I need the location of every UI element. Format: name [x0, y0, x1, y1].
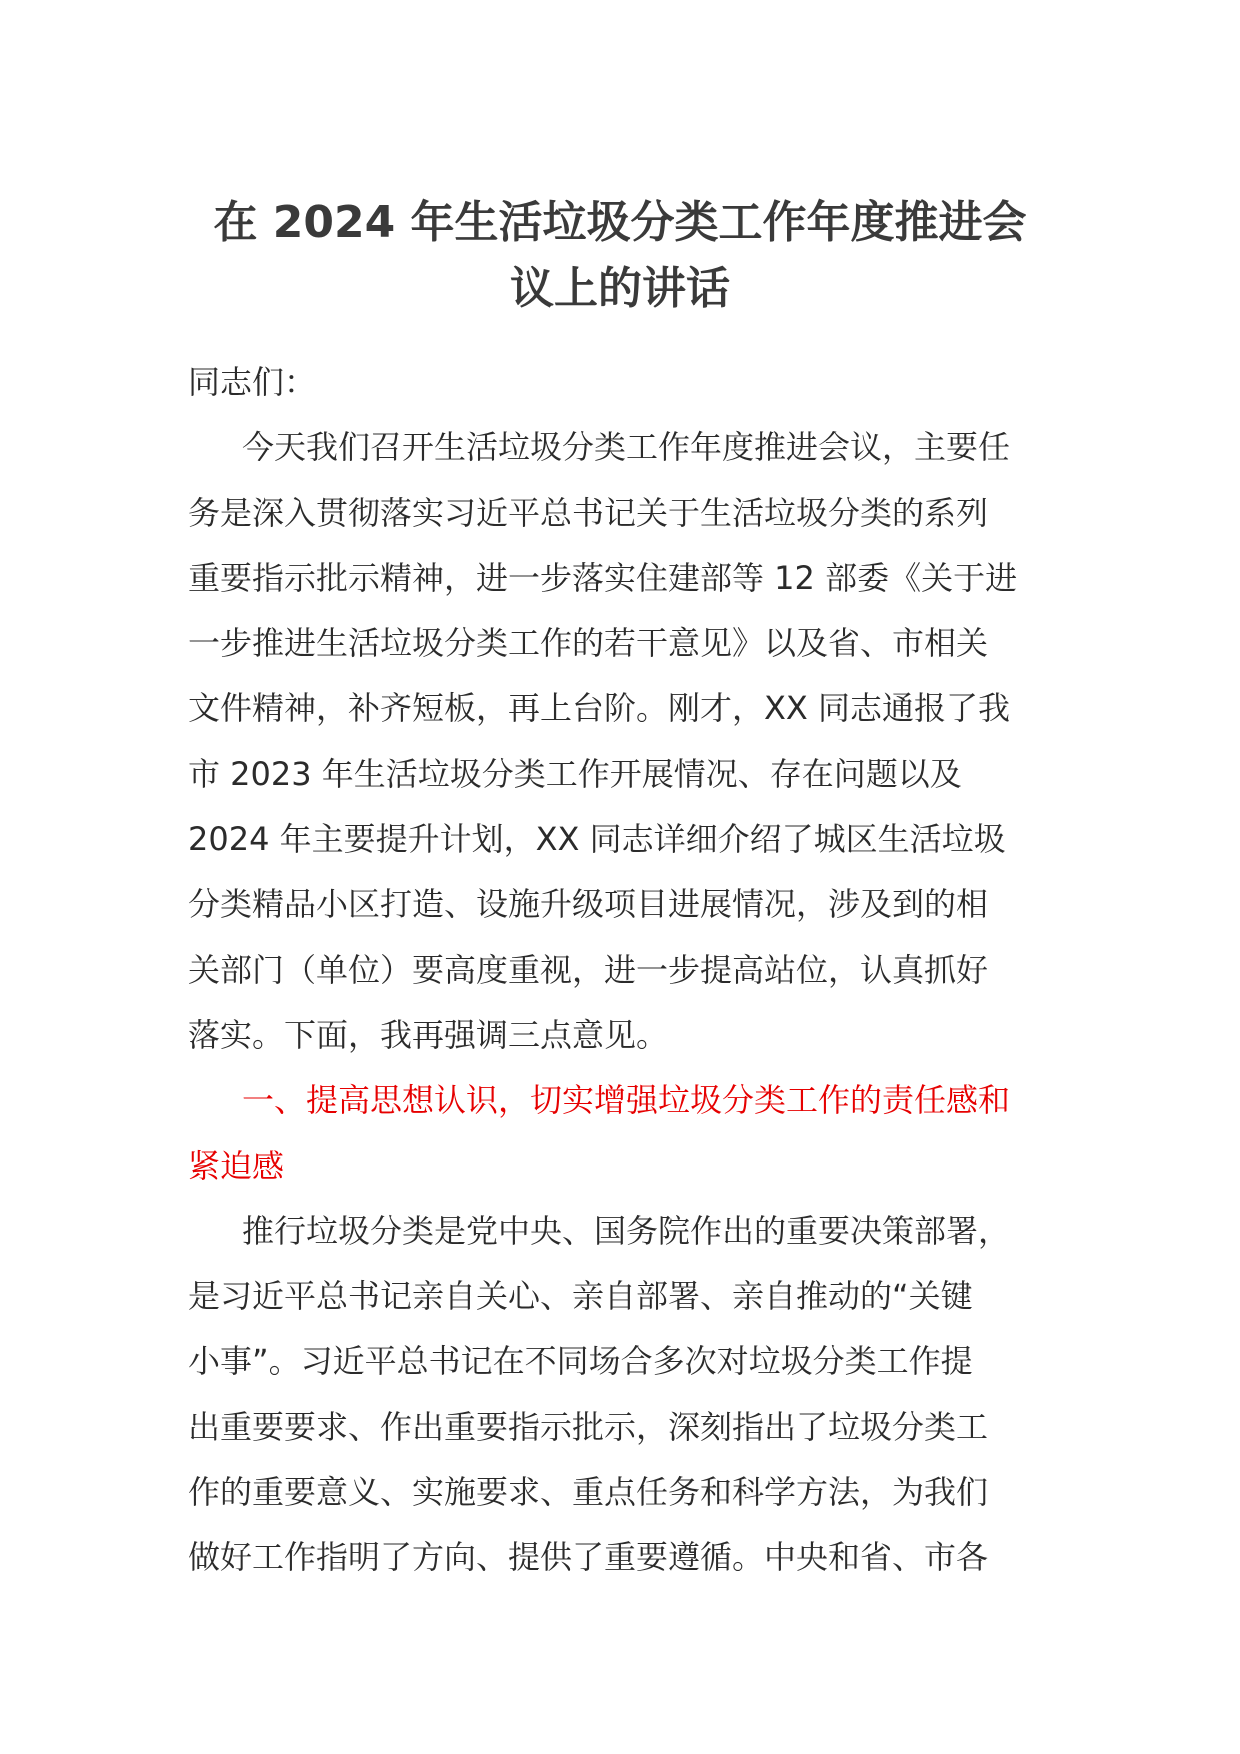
document-body	[188, 350, 1052, 1591]
paragraph-line: 市 2023 年生活垃圾分类工作开展情况、存在问题以及	[188, 754, 962, 793]
title-line: 在 2024 年生活垃圾分类工作年度推进会	[213, 197, 1027, 248]
paragraph-line: 做好工作指明了方向、提供了重要遵循。中央和省、市各	[188, 1538, 989, 1577]
heading-line: 紧迫感	[188, 1146, 285, 1185]
paragraph-intro	[188, 415, 1052, 1068]
document-page	[188, 190, 1052, 1591]
document-title	[188, 190, 1052, 322]
paragraph-line: 今天我们召开生活垃圾分类工作年度推进会议，主要任	[242, 428, 1011, 467]
paragraph-line: 分类精品小区打造、设施升级项目进展情况，涉及到的相	[188, 885, 989, 924]
paragraph-line: 作的重要意义、实施要求、重点任务和科学方法，为我们	[188, 1473, 989, 1512]
heading-line: 一、提高思想认识，切实增强垃圾分类工作的责任感和	[242, 1081, 1011, 1120]
paragraph-line: 关部门（单位）要高度重视，进一步提高站位，认真抓好	[188, 950, 989, 989]
paragraph-line: 出重要要求、作出重要指示批示，深刻指出了垃圾分类工	[188, 1407, 989, 1446]
paragraph-line: 推行垃圾分类是党中央、国务院作出的重要决策部署，	[242, 1211, 1011, 1250]
paragraph-line: 重要指示批示精神，进一步落实住建部等 12 部委《关于进	[188, 558, 1018, 597]
salutation-text: 同志们：	[188, 363, 317, 401]
paragraph-line: 2024 年主要提升计划，XX 同志详细介绍了城区生活垃圾	[188, 820, 1006, 859]
paragraph-line: 小事”。习近平总书记在不同场合多次对垃圾分类工作提	[188, 1342, 973, 1381]
title-line: 议上的讲话	[510, 263, 730, 314]
paragraph-line: 落实。下面，我再强调三点意见。	[188, 1015, 669, 1054]
paragraph-line: 是习近平总书记亲自关心、亲自部署、亲自推动的“关键	[188, 1277, 973, 1316]
section-heading-1	[188, 1068, 1052, 1199]
salutation	[188, 350, 1052, 415]
paragraph-line: 文件精神，补齐短板，再上台阶。刚才，XX 同志通报了我	[188, 689, 1011, 728]
paragraph-line: 一步推进生活垃圾分类工作的若干意见》以及省、市相关	[188, 624, 989, 663]
paragraph-section-1	[188, 1199, 1052, 1591]
paragraph-line: 务是深入贯彻落实习近平总书记关于生活垃圾分类的系列	[188, 493, 989, 532]
